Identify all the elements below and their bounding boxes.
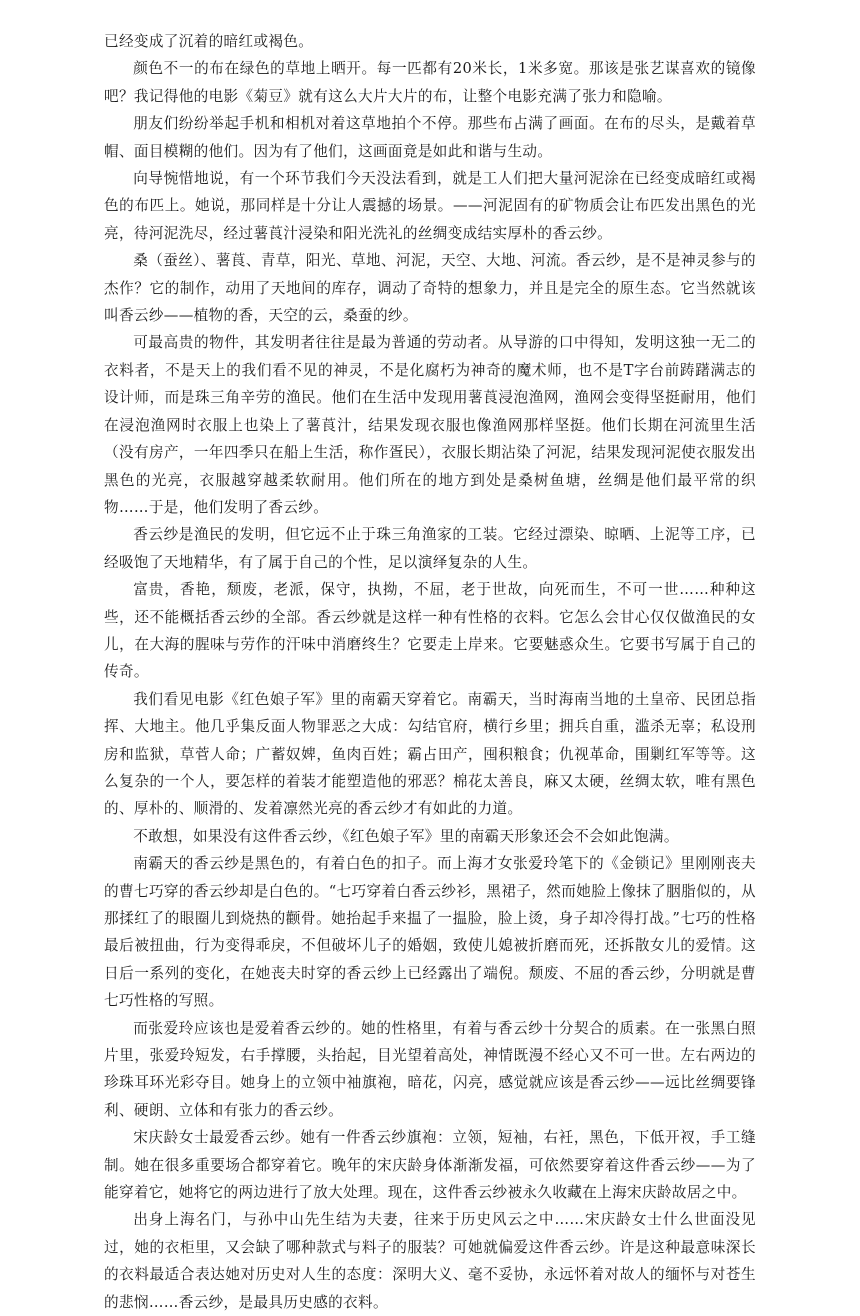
paragraph: 不敢想，如果没有这件香云纱，《红色娘子军》里的南霸天形象还会不会如此饱满。 [133, 827, 679, 845]
paragraph: 朋友们纷纷举起手机和相机对着这草地拍个不停。那些布占满了画面。在布的尽头，是戴着草帽、面目模糊的他们。因为有了他们，这画面竟是如此和谐与生动。 [104, 115, 756, 160]
paragraph: 可最高贵的物件，其发明者往往是最为普通的劳动者。从导游的口中得知，发明这独一无二的衣料者，不是天上的我们看不见的神灵，不是化腐朽为神奇的魔术师，也不是T字台前踌躇满志的设计师，而是珠三角辛劳的渔民。他们在生活中发现用薯莨浸泡渔网，渔网会变得坚挺耐用，他们在浸泡渔网时衣服上也染上了薯莨汁，结果发现衣服也像渔网那样坚挺。他们长期在河流里生活（没有房产，一年四季只在船上生活，称作疍民），衣服长期沾染了河泥，结果发现河泥使衣服发出黑色的光亮，衣服越穿越柔软耐用。他们所在的地方到处是桑树鱼塘，丝绸是他们最平常的织物……于是，他们发明了香云纱。 [104, 334, 756, 516]
paragraph: 而张爱玲应该也是爱着香云纱的。她的性格里，有着与香云纱十分契合的质素。在一张黑白照片里，张爱玲短发，右手撑腰，头抬起，目光望着高处，神情既漫不经心又不可一世。左右两边的珍珠耳环光彩夺目。她身上的立领中袖旗袍，暗花，闪亮，感觉就应该是香云纱——远比丝绸要锋利、硬朗、立体和有张力的香云纱。 [104, 1019, 756, 1119]
document-body [104, 28, 756, 1316]
paragraph: 宋庆龄女士最爱香云纱。她有一件香云纱旗袍：立领，短袖，右衽，黑色，下低开衩，手工缝制。她在很多重要场合都穿着它。晚年的宋庆龄身体渐渐发福，可依然要穿着这件香云纱——为了能穿着它，她将它的两边进行了放大处理。现在，这件香云纱被永久收藏在上海宋庆龄故居之中。 [104, 1129, 756, 1202]
paragraph: 香云纱是渔民的发明，但它远不止于珠三角渔家的工装。它经过漂染、晾晒、上泥等工序，已经吸饱了天地精华，有了属于自己的个性，足以演绎复杂的人生。 [104, 526, 756, 571]
paragraph: 颜色不一的布在绿色的草地上晒开。每一匹都有20米长，1米多宽。那该是张艺谋喜欢的镜像吧？我记得他的电影《菊豆》就有这么大片大片的布，让整个电影充满了张力和隐喻。 [104, 60, 756, 105]
paragraph: 桑（蚕丝）、薯莨、青草，阳光、草地、河泥，天空、大地、河流。香云纱，是不是神灵参与的杰作？它的制作，动用了天地间的库存，调动了奇特的想象力，并且是完全的原生态。它当然就该叫香云纱——植物的香，天空的云，桑蚕的纱。 [104, 252, 756, 325]
paragraph: 富贵，香艳，颓废，老派，保守，执拗，不屈，老于世故，向死而生，不可一世……种种这些，还不能概括香云纱的全部。香云纱就是这样一种有性格的衣料。它怎么会甘心仅仅做渔民的女儿，在大海的腥味与劳作的汗味中消磨终生？它要走上岸来。它要魅惑众生。它要书写属于自己的传奇。 [104, 581, 756, 681]
paragraph: 我们看见电影《红色娘子军》里的南霸天穿着它。南霸天，当时海南当地的土皇帝、民团总指挥、大地主。他几乎集反面人物罪恶之大成：勾结官府，横行乡里；拥兵自重，滥杀无辜；私设刑房和监狱，草菅人命；广蓄奴婢，鱼肉百姓；霸占田产，囤积粮食；仇视革命，围剿红军等等。这么复杂的一个人，要怎样的着装才能塑造他的邪恶？棉花太善良，麻又太硬，丝绸太软，唯有黑色的、厚朴的、顺滑的、发着凛然光亮的香云纱才有如此的力道。 [104, 690, 756, 818]
paragraph: 出身上海名门，与孙中山先生结为夫妻，往来于历史风云之中……宋庆龄女士什么世面没见过，她的衣柜里，又会缺了哪种款式与料子的服装？可她就偏爱这件香云纱。许是这种最意味深长的衣料最适合表达她对历史对人生的态度：深明大义、毫不妥协，永远怀着对故人的缅怀与对苍生的悲悯……香云纱，是最具历史感的衣料。 [104, 1211, 756, 1311]
paragraph: 向导惋惜地说，有一个环节我们今天没法看到，就是工人们把大量河泥涂在已经变成暗红或褐色的布匹上。她说，那同样是十分让人震撼的场景。——河泥固有的矿物质会让布匹发出黑色的光亮，待河泥洗尽，经过薯莨汁浸染和阳光洗礼的丝绸变成结实厚朴的香云纱。 [104, 170, 756, 242]
paragraph-continued: 已经变成了沉着的暗红或褐色。 [104, 33, 314, 50]
paragraph: 南霸天的香云纱是黑色的，有着白色的扣子。而上海才女张爱玲笔下的《金锁记》里刚刚丧夫的曹七巧穿的香云纱却是白色的。“七巧穿着白香云纱衫，黑裙子，然而她脸上像抹了胭脂似的，从那揉红了的眼圈儿到烧热的颧骨。她抬起手来揾了一揾脸，脸上烫，身子却冷得打战。”七巧的性格最后被扭曲，行为变得乖戾，不但破坏儿子的婚姻，致使儿媳被折磨而死，还拆散女儿的爱情。这日后一系列的变化，在她丧夫时穿的香云纱上已经露出了端倪。颓废、不屈的香云纱，分明就是曹七巧性格的写照。 [104, 855, 756, 1010]
